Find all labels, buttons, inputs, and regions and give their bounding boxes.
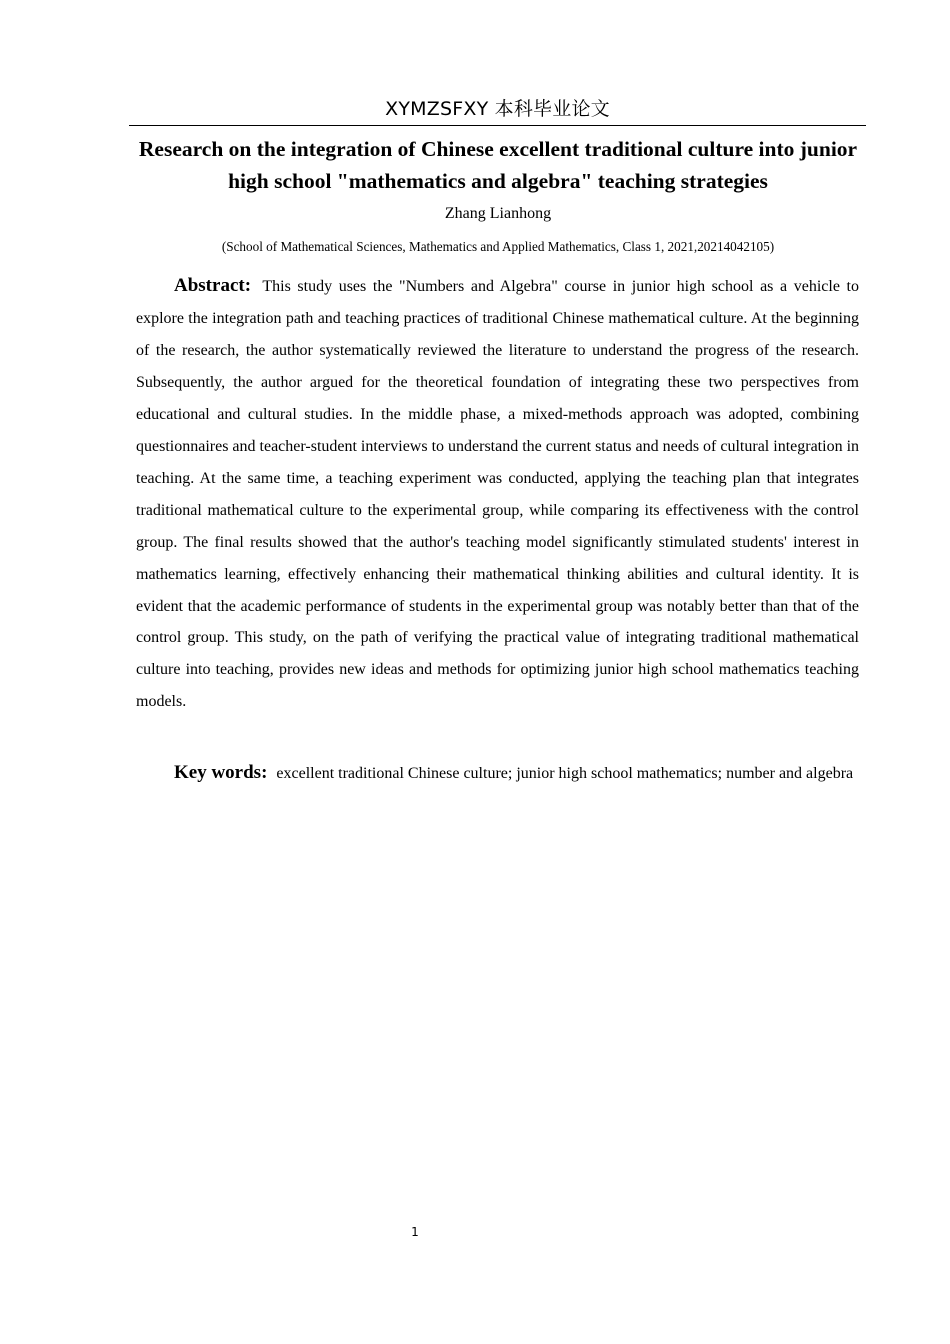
keywords-label: Key words: bbox=[174, 762, 268, 783]
paper-title: Research on the integration of Chinese excellent traditional culture into junior high school "mathematics and algebra" teaching strategies bbox=[138, 137, 858, 193]
abstract-label: Abstract: bbox=[174, 275, 252, 296]
author-name: Zhang Lianhong bbox=[444, 205, 552, 222]
abstract-text: This study uses the "Numbers and Algebra" course in junior high school as a vehicle to explore the integration path and teaching practices of traditional Chinese mathematical culture. At the beginning of the research, the author systematically reviewed the literature to understand the progress of the research. Subsequently, the author argued for the theoretical foundation of integrating these two perspectives from educational and cultural studies. In the middle phase, a mixed-methods approach was adopted, combining questionnaires and teacher-student interviews to understand the current status and needs of cultural integration in teaching. At the same time, a teaching experiment was conducted, applying the teaching plan that integrates traditional mathematical culture to the experimental group, while comparing its effectiveness with the control group. The final results showed that the author's teaching model significantly stimulated students' interest in mathematics learning, effectively enhancing their mathematical thinking abilities and cultural identity. It is evident that the academic performance of students in the experimental group was notably better than that of the control group. This study, on the path of verifying the practical value of integrating traditional mathematical culture into teaching, provides new ideas and methods for optimizing junior high school mathematics teaching models. bbox=[136, 278, 860, 711]
abstract-paragraph bbox=[136, 270, 859, 718]
keywords-paragraph bbox=[136, 757, 859, 790]
keywords-text: excellent traditional Chinese culture; junior high school mathematics; number and algebra bbox=[276, 765, 854, 782]
author-affiliation: (School of Mathematical Sciences, Mathematics and Applied Mathematics, Class 1, 2021,20214042105) bbox=[221, 239, 775, 254]
header-text: XYMZSFXY 本科毕业论文 bbox=[385, 98, 610, 120]
page-number: 1 bbox=[411, 1225, 419, 1239]
page-header bbox=[129, 94, 866, 126]
